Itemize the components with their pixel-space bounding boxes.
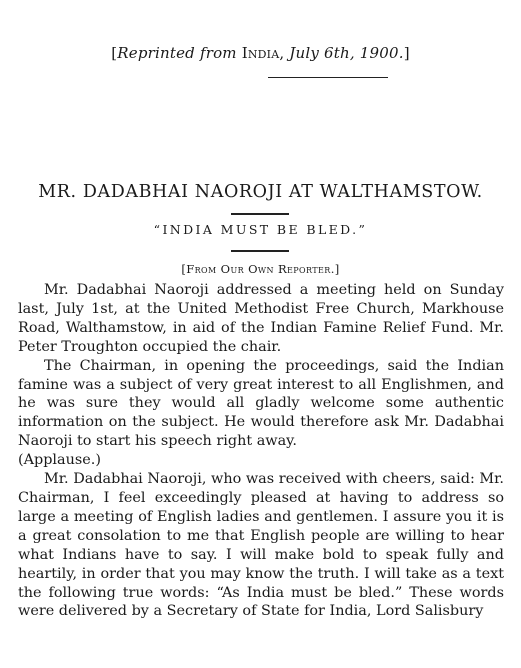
article-byline: [From Our Own Reporter.] <box>181 262 340 276</box>
reprint-close-bracket: ] <box>403 44 410 62</box>
subheadline-divider <box>231 250 289 252</box>
reprint-label: Reprinted from <box>117 44 237 62</box>
reprint-publication: India, <box>241 44 285 62</box>
reprint-open-bracket: [ <box>111 44 118 62</box>
article-headline: MR. DADABHAI NAOROJI AT WALTHAMSTOW. <box>38 182 483 202</box>
article-body <box>18 281 504 621</box>
reprint-notice <box>0 44 521 62</box>
article-subheadline: “INDIA MUST BE BLED.” <box>153 222 368 237</box>
paragraph-speech: Mr. Dadabhai Naoroji, who was received with cheers, said: Mr. Chairman, I feel exceedingly pleased at having to address so large a meeting of English ladies and gentlemen. I assure you it is a great consolation to me that English people are willing to hear what Indians have to say. I will make bold to speak fully and heartily, in order that you may know the truth. I will take as a text the following true words: “As India must be bled.” These words were delivered by a Secretary of State for India, Lord Salisbury <box>18 471 504 620</box>
reprint-underline <box>268 77 388 78</box>
headline-divider <box>231 213 289 215</box>
paragraph-applause: (Applause.) <box>18 452 101 469</box>
reprint-date: July 6th, <box>289 44 355 62</box>
reprint-year: 1900. <box>359 44 404 62</box>
paragraph-intro: Mr. Dadabhai Naoroji addressed a meeting held on Sunday last, July 1st, at the United Methodist Free Church, Markhouse Road, Walthamstow, in aid of the Indian Famine Relief Fund. Mr. Peter Troughton occupied the chair. <box>18 282 504 355</box>
paragraph-chairman: The Chairman, in opening the proceedings, said the Indian famine was a subject of very great interest to all Englishmen, and he was sure they would all gladly welcome some authentic information on the subject. He would therefore ask Mr. Dadabhai Naoroji to start his speech right away. <box>18 357 504 450</box>
